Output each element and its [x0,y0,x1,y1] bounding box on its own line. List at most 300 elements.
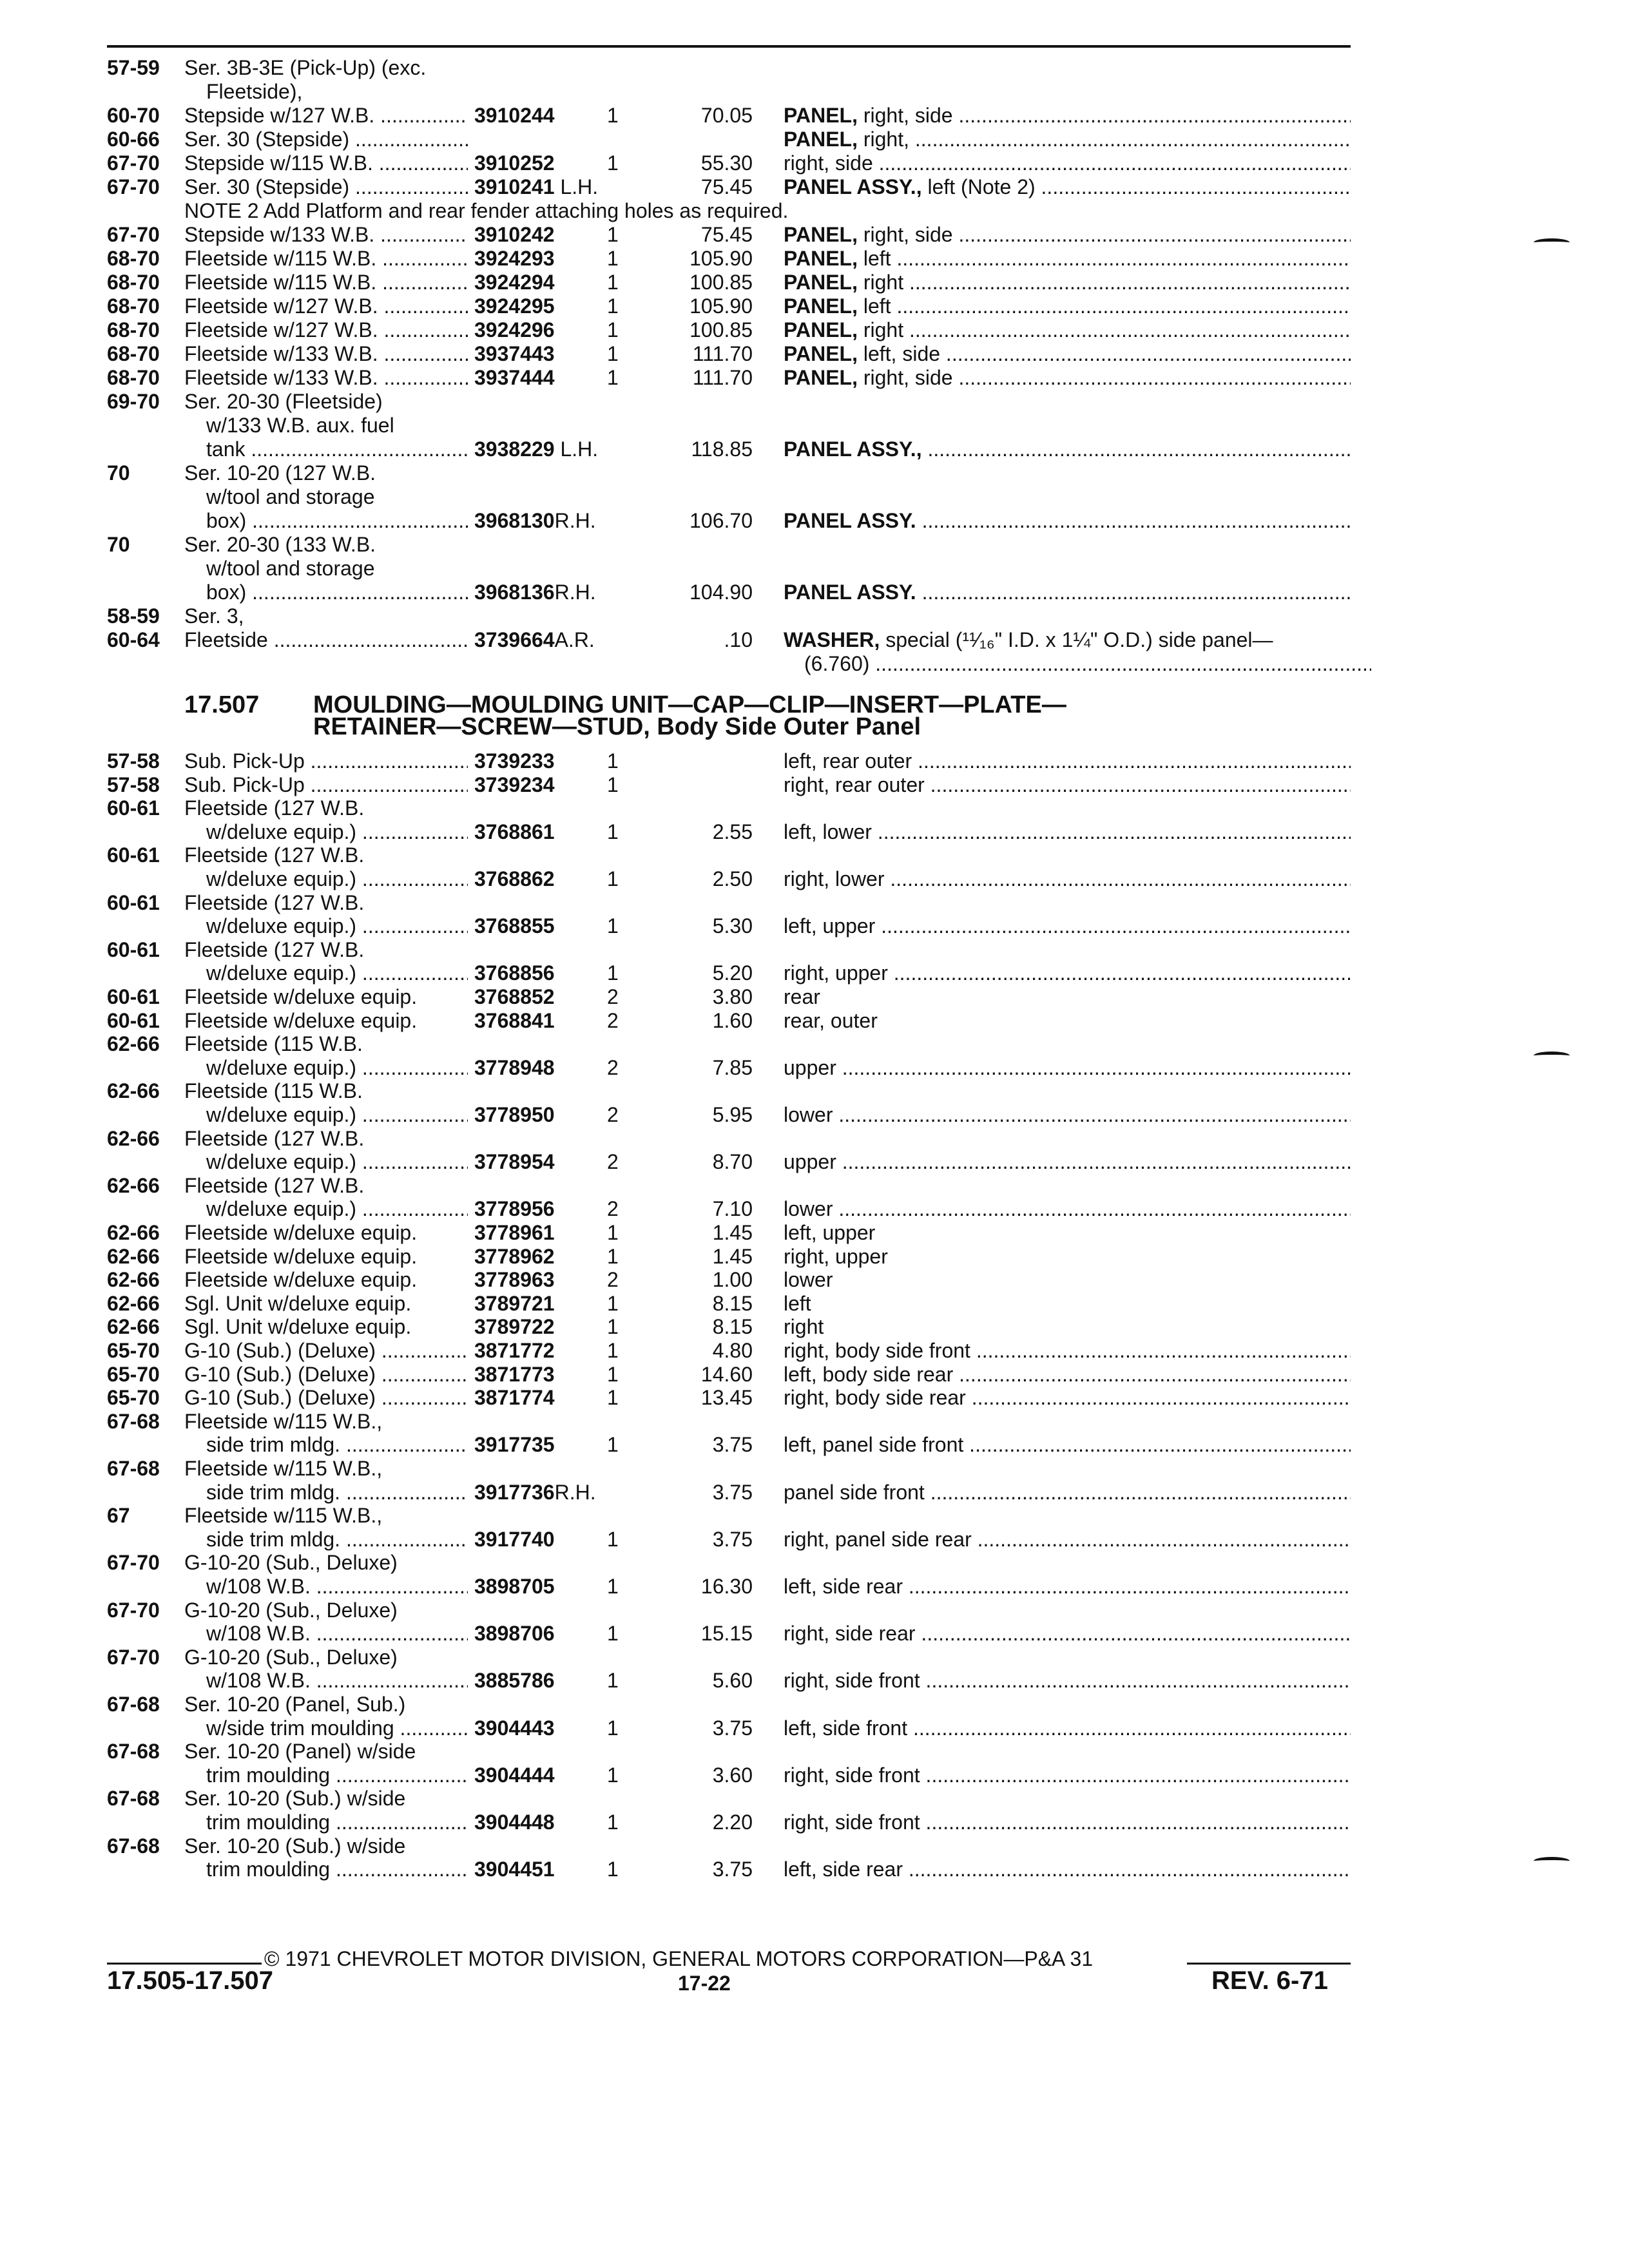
part-number-value: 3938229 [474,437,555,461]
part-detail: left, upper [784,914,876,938]
model-year: 62-66 [107,1268,160,1292]
model-description: Fleetside (115 W.B. [184,1032,363,1056]
model-description: Ser. 30 (Stepside) ..... [184,175,468,199]
part-number [474,1668,555,1693]
part-number [474,1338,555,1363]
model-year: 65-70 [107,1339,160,1362]
table-row [0,1267,1629,1293]
model-description: Fleetside w/deluxe equip. [184,1008,418,1032]
table-row [0,103,1629,129]
model-description: Fleetside w/127 W.B. ..... [184,294,468,318]
model-description: box) ..... [206,580,468,604]
table-row [0,1527,1629,1553]
table-row [0,1668,1629,1694]
model-description: Fleetside w/127 W.B. ..... [184,318,468,342]
table-row [0,294,1629,320]
part-detail: rear, outer [784,1008,878,1032]
part-detail: (6.760) [804,652,870,675]
section-title-line-1: MOULDING—MOULDING UNIT—CAP—CLIP—INSERT—PLATE— [313,691,1066,718]
price: 1.60 [712,1008,753,1032]
price: 8.70 [712,1150,753,1174]
part-number-value: 3917736 [474,1480,555,1504]
part-number [474,1716,555,1740]
part-detail: left (Note 2) [921,175,1036,198]
part-number [474,1244,555,1269]
part-number-value: 3904448 [474,1811,555,1834]
part-number-value: 3898706 [474,1622,555,1646]
part-description [784,1244,1351,1269]
table-row [0,1055,1629,1081]
price: 104.90 [689,581,753,604]
part-name: PANEL, [784,318,858,341]
part-detail: lower [784,1197,833,1221]
model-description: trim moulding ..... [206,1763,468,1787]
quantity: 1 [607,867,619,890]
model-description: G-10-20 (Sub., Deluxe) [184,1551,398,1575]
model-description: w/108 W.B. ..... [206,1574,468,1599]
quantity: 1 [607,342,619,365]
quantity: 1 [607,271,619,294]
quantity: 1 [607,1622,619,1646]
part-description [784,1810,1351,1834]
part-detail: left [857,294,891,318]
table-row [0,79,1629,105]
price: 111.70 [692,342,753,365]
table-row [0,1032,1629,1057]
model-year: 65-70 [107,1386,160,1410]
quantity: 1 [607,914,619,938]
quantity: 1 [607,1244,619,1268]
part-number-value: 3768862 [474,867,555,890]
model-year: 57-58 [107,749,160,773]
margin-mark [1534,1052,1570,1060]
part-number [474,1480,596,1504]
price: 75.45 [700,223,753,246]
table-row [0,937,1629,963]
table-row [0,1857,1629,1883]
top-rule [107,45,1351,48]
part-name: WASHER, [784,628,880,651]
part-number-value: 3898705 [474,1575,555,1598]
table-row [0,198,1629,224]
part-detail: upper [784,1150,836,1174]
part-number [474,103,555,128]
part-number-value: 3739233 [474,749,555,773]
model-description: w/deluxe equip.) ..... [206,820,468,844]
part-number [474,151,555,175]
part-description [784,103,1351,128]
part-description [784,1267,1351,1292]
price: 3.60 [712,1763,753,1787]
part-number [474,961,555,985]
model-description: Sgl. Unit w/deluxe equip. [184,1291,412,1315]
model-year: 60-70 [107,104,160,127]
table-row [0,365,1629,391]
quantity: 1 [607,1527,619,1551]
part-number-value: 3910244 [474,104,555,127]
price: 1.00 [712,1268,753,1292]
model-description: w/133 W.B. aux. fuel [206,414,394,437]
table-row [0,1362,1629,1388]
table-row [0,55,1629,81]
price: 5.95 [712,1103,753,1126]
part-suffix: R.H. [554,509,596,532]
price: 75.45 [700,175,753,198]
quantity: 1 [607,1433,619,1457]
model-description: Ser. 10-20 (Panel, Sub.) [184,1693,406,1716]
part-number-value: 3968130 [474,509,555,532]
part-number-value: 3768861 [474,820,555,843]
quantity: 2 [607,1008,619,1032]
part-detail: right, side front [784,1763,920,1787]
model-description: G-10-20 (Sub., Deluxe) [184,1598,398,1622]
part-number [474,1149,555,1174]
part-number-value: 3937444 [474,366,555,389]
part-number-value: 3778948 [474,1055,555,1079]
part-description [784,1338,1351,1363]
part-description [784,127,1351,151]
model-description: Fleetside (115 W.B. [184,1079,363,1103]
part-number-value: 3768852 [474,985,555,1008]
model-description: Sub. Pick-Up ..... [184,749,468,773]
part-number [474,1527,555,1552]
part-detail: left, side rear [784,1858,903,1881]
part-number-value: 3871774 [474,1386,555,1410]
model-year: 67-70 [107,151,160,175]
part-number [474,867,555,891]
part-name: PANEL, [784,223,858,246]
quantity: 1 [607,1716,619,1740]
model-description: Fleetside (127 W.B. [184,1173,365,1197]
part-description [784,1149,1351,1174]
model-year: 60-66 [107,128,160,151]
model-description: Fleetside w/115 W.B. ..... [184,270,468,294]
table-row [0,1834,1629,1860]
quantity: 1 [607,294,619,318]
part-suffix: R.H. [554,581,596,604]
model-description: side trim mldg. ..... [206,1480,468,1504]
part-description [784,820,1351,844]
quantity: 1 [607,247,619,270]
table-row [0,1409,1629,1435]
quantity: 1 [607,151,619,175]
part-number-value: 3768855 [474,914,555,938]
part-number [474,1763,555,1787]
price: 105.90 [689,294,753,318]
part-detail: left, rear outer [784,749,912,773]
model-description: Fleetside w/deluxe equip. [184,1221,418,1244]
price: 3.80 [712,985,753,1008]
part-number-value: 3778954 [474,1150,555,1174]
table-row [0,1456,1629,1482]
footer-rule-left [107,1963,262,1965]
quantity: 1 [607,366,619,389]
model-description: trim moulding ..... [206,1810,468,1834]
model-description: Stepside w/133 W.B. ..... [184,222,468,247]
part-detail: left, side rear [784,1575,903,1598]
part-number-value: 3739234 [474,773,555,796]
model-year: 62-66 [107,1079,160,1103]
price: 5.60 [712,1669,753,1693]
part-description [784,270,1351,294]
model-year: 60-61 [107,1008,160,1032]
table-row [0,628,1629,653]
part-number-value: 3910242 [474,223,555,246]
table-row [0,820,1629,845]
price: 111.70 [692,366,753,389]
part-detail: right, body side front [784,1339,970,1362]
part-number-value: 3789722 [474,1315,555,1339]
part-description [784,1291,1351,1316]
model-year: 70 [107,461,130,485]
quantity: 1 [607,1575,619,1598]
table-row [0,1244,1629,1270]
table-row [0,341,1629,367]
price: 5.20 [712,961,753,985]
table-row [0,556,1629,582]
price: 13.45 [700,1386,753,1410]
model-year: 62-66 [107,1126,160,1150]
model-description: w/tool and storage [206,557,375,580]
part-number-value: 3924296 [474,318,555,341]
model-year: 62-66 [107,1291,160,1315]
section-range: 17.505-17.507 [107,1966,274,1995]
table-row [0,1716,1629,1742]
table-row [0,127,1629,153]
part-detail: left [857,247,891,270]
price: 70.05 [700,104,753,127]
part-name: PANEL, [784,104,858,127]
model-description: w/deluxe equip.) ..... [206,961,468,985]
table-row [0,890,1629,916]
model-year: 60-61 [107,985,160,1008]
part-number [474,222,555,247]
part-detail: right, side front [784,1811,920,1834]
table-row [0,1786,1629,1812]
part-number [474,508,596,533]
model-description: w/108 W.B. ..... [206,1668,468,1693]
model-description: Fleetside (127 W.B. [184,843,365,867]
part-number [474,1314,555,1339]
part-number [474,294,555,318]
quantity: 1 [607,1858,619,1881]
quantity: 1 [607,1315,619,1339]
model-year: 62-66 [107,1244,160,1268]
price: 100.85 [689,318,753,341]
model-year: 67-68 [107,1693,160,1716]
part-name: PANEL ASSY. [784,509,916,532]
quantity: 1 [607,1221,619,1244]
part-description [784,985,1351,1009]
part-number [474,773,555,797]
quantity: 2 [607,1055,619,1079]
part-detail: rear [784,985,820,1008]
part-number-value: 3904444 [474,1763,555,1787]
part-number [474,1291,555,1316]
part-suffix: L.H. [554,437,599,461]
part-name: PANEL, [784,128,858,151]
model-description: G-10 (Sub.) (Deluxe) ..... [184,1338,468,1363]
part-name: PANEL, [784,366,858,389]
part-description [784,437,1351,461]
part-detail: right, upper [784,961,888,985]
part-number-value: 3924293 [474,247,555,270]
model-description: trim moulding ..... [206,1857,468,1881]
part-detail: right, lower [784,867,885,890]
part-description [784,580,1351,604]
part-detail: right, side [857,223,953,246]
price: 3.75 [712,1480,753,1504]
table-row [0,1432,1629,1458]
quantity: 1 [607,1291,619,1315]
model-year: 57-58 [107,773,160,796]
model-description: Ser. 10-20 (127 W.B. [184,461,376,485]
table-row [0,796,1629,822]
model-description: w/side trim moulding ..... [206,1716,468,1740]
part-detail: left, panel side front [784,1433,964,1457]
table-row [0,1385,1629,1411]
part-name: PANEL, [784,294,858,318]
price: 1.45 [712,1244,753,1268]
part-number [474,1857,555,1881]
section-title-line-2: RETAINER—SCREW—STUD, Body Side Outer Panel [313,713,921,740]
part-description [784,1527,1351,1552]
revision-label: REV. 6-71 [1211,1966,1328,1995]
table-row [0,246,1629,272]
table-row [0,485,1629,510]
table-row [0,1196,1629,1222]
table-row [0,1314,1629,1340]
part-detail: lower [784,1268,833,1292]
price: 105.90 [689,247,753,270]
model-description: Ser. 3, [184,604,244,628]
part-name: PANEL, [784,342,858,365]
part-number [474,1008,555,1033]
part-detail: right, body side rear [784,1386,966,1410]
table-row [0,1338,1629,1364]
margin-mark [1534,238,1570,247]
part-description [784,1857,1351,1881]
part-number [474,175,598,199]
part-number-value: 3768841 [474,1008,555,1032]
model-description: Fleetside (127 W.B. [184,1126,365,1150]
part-detail: right, panel side rear [784,1527,972,1551]
part-description [784,1574,1351,1599]
model-year: 60-61 [107,890,160,914]
model-description: tank ..... [206,437,468,461]
model-year: 70 [107,533,130,556]
part-number [474,580,596,604]
price: 15.15 [700,1622,753,1646]
part-description [784,294,1351,318]
quantity: 1 [607,773,619,796]
part-number-value: 3789721 [474,1291,555,1315]
quantity: 1 [607,1362,619,1386]
part-description [784,222,1351,247]
part-number [474,749,555,773]
table-row [0,914,1629,939]
part-description [784,1480,1351,1504]
part-description [784,1196,1351,1221]
part-number-value: 3778956 [474,1197,555,1221]
model-year: 67-70 [107,223,160,246]
quantity: 1 [607,749,619,773]
model-year: 62-66 [107,1032,160,1056]
table-row [0,1692,1629,1718]
quantity: 2 [607,985,619,1008]
part-number [474,1196,555,1221]
part-description [784,1621,1351,1646]
part-detail: lower [784,1103,833,1126]
table-row [0,461,1629,486]
part-number [474,1267,555,1292]
row-note: NOTE 2 Add Platform and rear fender attaching holes as required. [184,199,789,222]
price: 3.75 [712,1527,753,1551]
part-number-value: 3871772 [474,1339,555,1362]
table-row [0,604,1629,629]
model-description: w/deluxe equip.) ..... [206,1196,468,1221]
quantity: 2 [607,1103,619,1126]
part-detail: left, side front [784,1716,908,1740]
part-detail: right, rear outer [784,773,925,796]
part-description [784,318,1351,342]
table-row [0,1291,1629,1317]
table-row [0,580,1629,606]
part-name: PANEL, [784,271,858,294]
model-year: 69-70 [107,390,160,413]
quantity: 1 [607,961,619,985]
part-name: PANEL, [784,247,858,270]
part-suffix: R.H. [554,1480,596,1504]
part-number-value: 3968136 [474,581,555,604]
model-year: 60-61 [107,796,160,820]
table-row [0,151,1629,177]
model-year: 62-66 [107,1221,160,1244]
part-description [784,1716,1351,1740]
part-number-value: 3768856 [474,961,555,985]
part-description [784,961,1351,985]
part-number-value: 3904451 [474,1858,555,1881]
part-description [784,1763,1351,1787]
quantity: 2 [607,1197,619,1221]
table-row [0,867,1629,892]
part-description [784,773,1351,797]
table-row [0,318,1629,343]
price: 16.30 [700,1575,753,1598]
table-row [0,1503,1629,1529]
model-description: Ser. 10-20 (Sub.) w/side [184,1834,406,1858]
model-year: 60-61 [107,843,160,867]
model-year: 67 [107,1504,130,1528]
part-detail: right, side [784,151,873,175]
part-number-value: 3924294 [474,271,555,294]
part-number [474,1432,555,1457]
part-number-value: 3924295 [474,294,555,318]
part-detail: right, side [857,366,953,389]
part-name: PANEL ASSY. [784,581,916,604]
copyright-line: © 1971 CHEVROLET MOTOR DIVISION, GENERAL MOTORS CORPORATION—P&A 31 [264,1947,1094,1970]
part-number-value: 3937443 [474,342,555,365]
price: 1.45 [712,1221,753,1244]
model-description: Fleetside w/deluxe equip. [184,1244,418,1268]
part-description [784,341,1351,366]
model-description: side trim mldg. ..... [206,1527,468,1552]
model-description: Stepside w/127 W.B. ..... [184,103,468,128]
model-description: side trim mldg. ..... [206,1432,468,1457]
model-year: 62-66 [107,1173,160,1197]
model-description: Fleetside w/115 W.B., [184,1409,383,1433]
part-number [474,1055,555,1080]
